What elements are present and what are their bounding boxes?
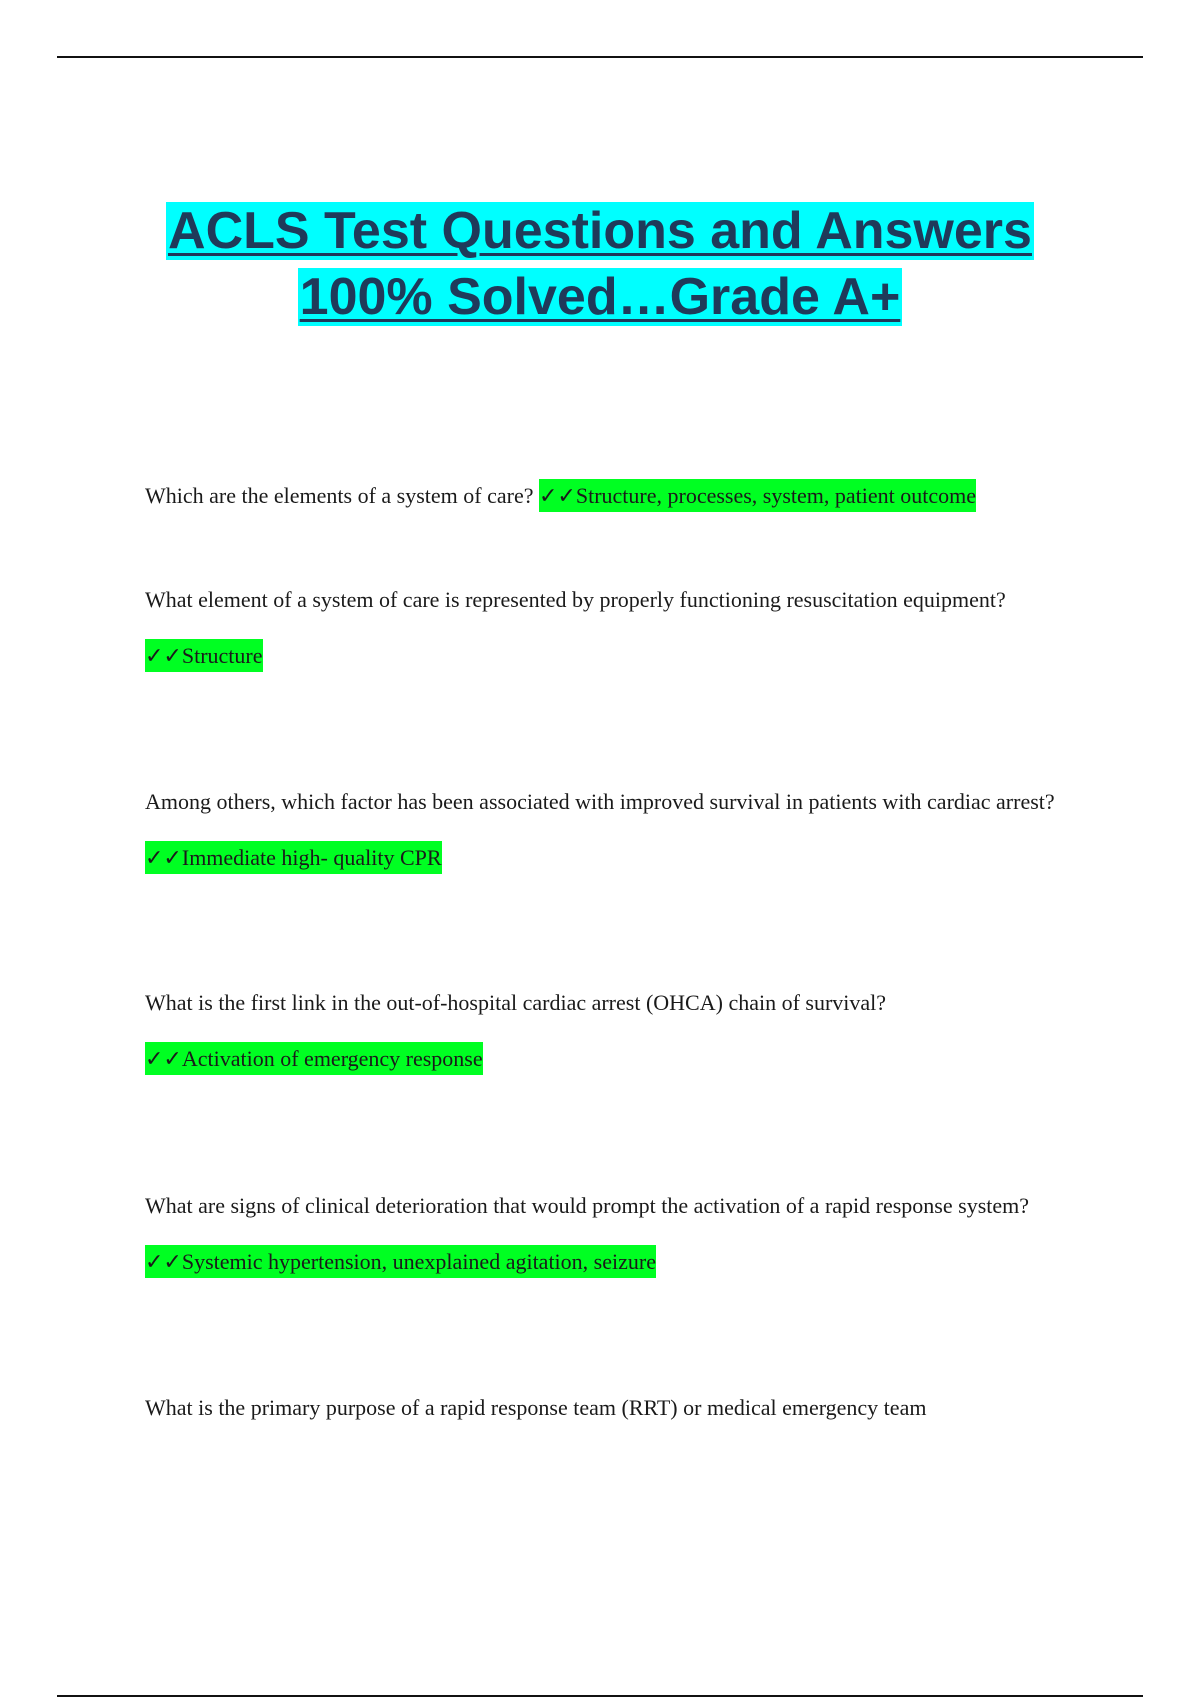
question-text: Among others, which factor has been associated with improved survival in patients with cardiac arrest? [145,789,1055,814]
qa-item-4 [145,975,1105,1087]
question-text: Which are the elements of a system of care? [145,483,534,508]
document-title [0,198,1200,330]
answer-highlight: ✓✓Immediate high- quality CPR [145,841,442,874]
answer-highlight: ✓✓Structure, processes, system, patient outcome [539,479,976,512]
title-line-1: ACLS Test Questions and Answers [168,202,1032,260]
qa-item-2 [145,572,1105,684]
answer-highlight: ✓✓Systemic hypertension, unexplained agitation, seizure [145,1245,656,1278]
qa-item-5 [145,1178,1105,1290]
qa-item-1 [145,468,1105,524]
title-line-2: 100% Solved…Grade A+ [299,268,901,326]
qa-item-3 [145,774,1105,886]
question-text: What element of a system of care is represented by properly functioning resuscitation equipment? [145,587,1006,612]
bottom-rule [57,1695,1143,1697]
answer-highlight: ✓✓Structure [145,639,263,672]
question-text: What are signs of clinical deterioration that would prompt the activation of a rapid response system? [145,1193,1030,1218]
qa-item-6 [145,1380,1105,1436]
top-rule [57,56,1143,58]
answer-highlight: ✓✓Activation of emergency response [145,1042,483,1075]
question-text: What is the first link in the out-of-hospital cardiac arrest (OHCA) chain of survival? [145,990,887,1015]
question-text: What is the primary purpose of a rapid response team (RRT) or medical emergency team [145,1395,927,1420]
